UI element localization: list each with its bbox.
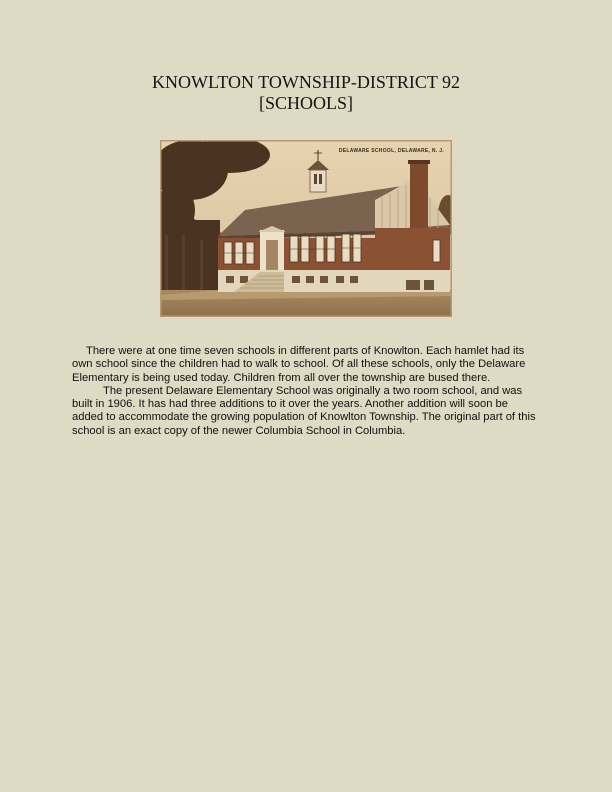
photo-caption: DELAWARE SCHOOL, DELAWARE, N. J. [338, 148, 444, 154]
paragraph-2: The present Delaware Elementary School was originally a two room school, and was built in 1906. It has had three additions to it over the years. Another addition will soon be added to accommodate the growing population of Knowlton Township. The original part of this school is an exact copy of the newer Columbia School in Columbia. [72, 384, 536, 437]
paragraph-1: There were at one time seven schools in different parts of Knowlton. Each hamlet had its own school since the children had to walk to school. Of all these schools, only the Delaware Elementary is being used today. Children from all over the township are bused there. [72, 345, 526, 384]
title-line-2: [SCHOOLS] [258, 93, 353, 113]
page-title [0, 72, 612, 114]
school-photo [160, 140, 452, 317]
school-building-illustration [160, 140, 452, 317]
body-text [72, 345, 542, 438]
title-line-1: KNOWLTON TOWNSHIP-DISTRICT 92 [151, 72, 460, 92]
